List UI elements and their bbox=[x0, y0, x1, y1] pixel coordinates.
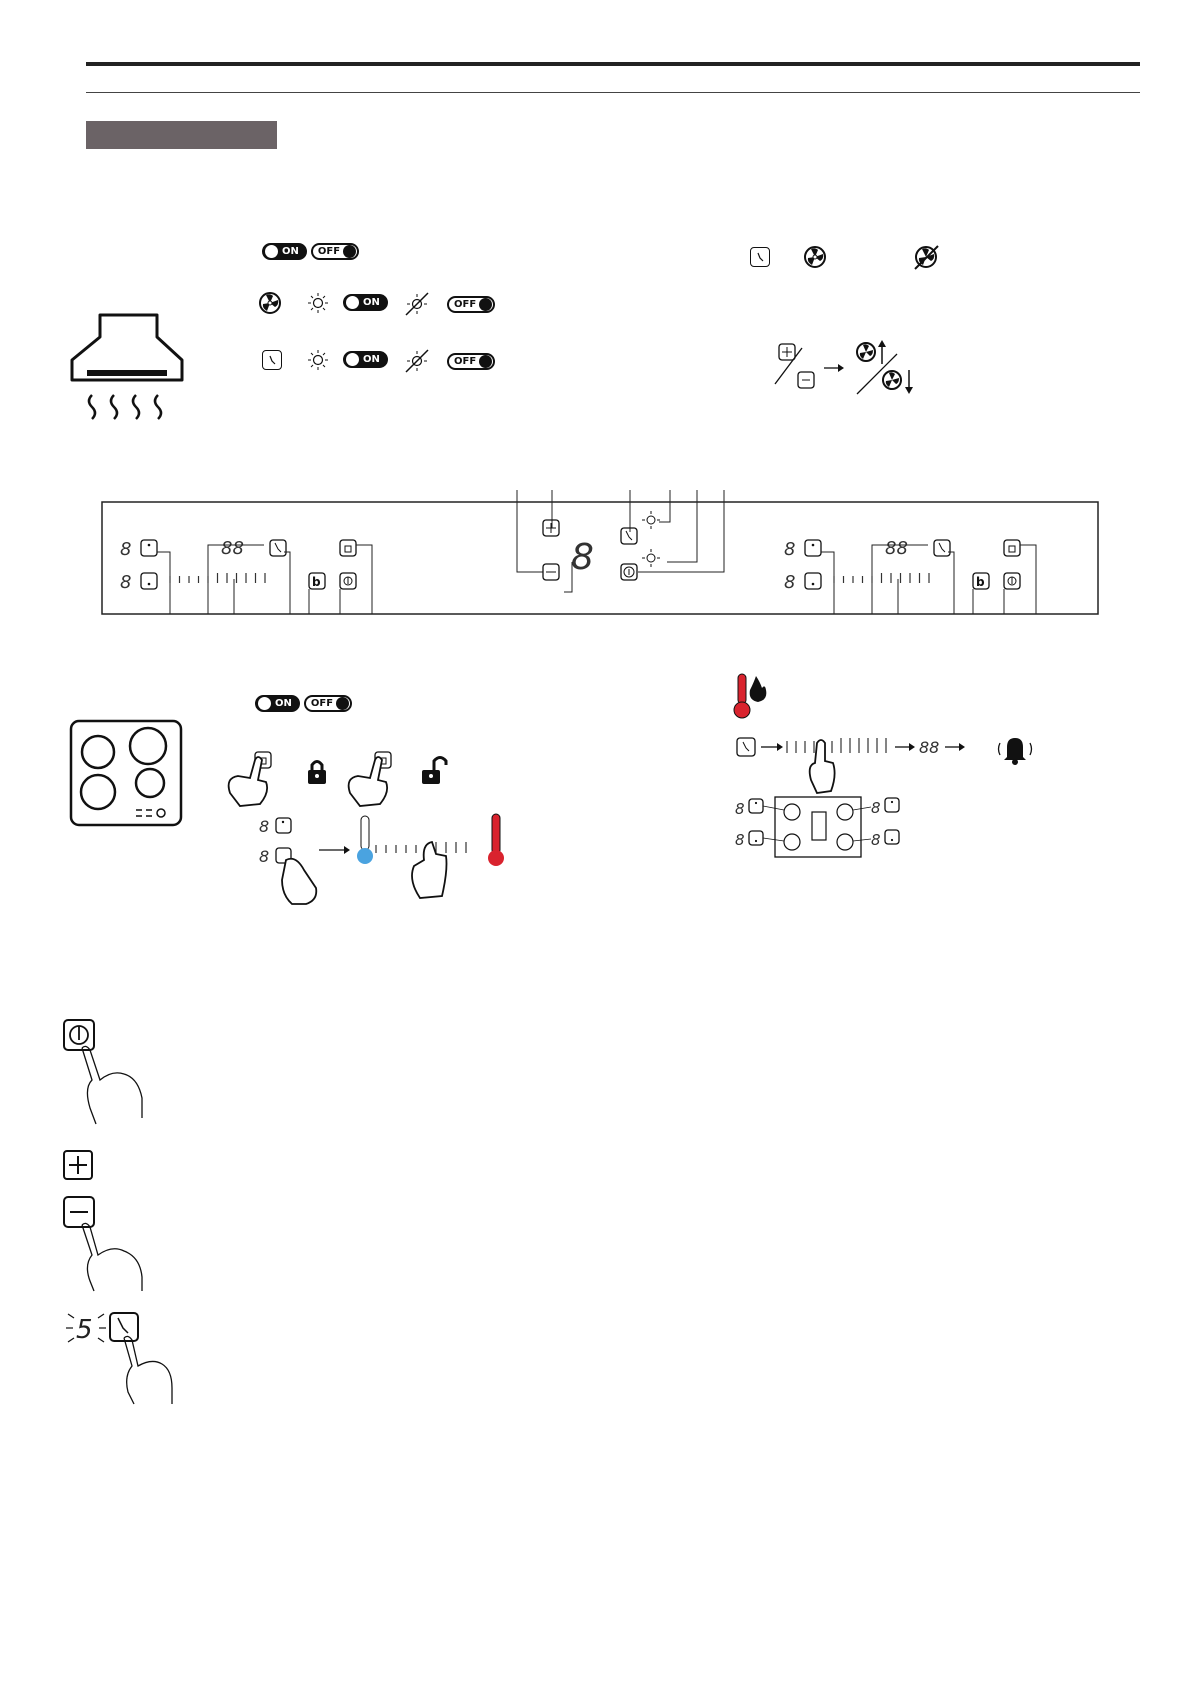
hot-thermometer bbox=[488, 814, 504, 866]
fan-icon bbox=[258, 291, 282, 315]
svg-text:b: b bbox=[312, 575, 321, 589]
on-toggle: ON bbox=[343, 294, 388, 314]
clock-icon bbox=[262, 350, 282, 370]
fan-speed-diagram bbox=[772, 338, 932, 398]
zone-digit: 8 bbox=[871, 799, 881, 817]
zone-digit: 8 bbox=[735, 831, 745, 849]
zone-digit: 8 bbox=[735, 800, 745, 818]
zone-layout-diagram bbox=[735, 795, 915, 861]
top-rule-thin bbox=[86, 92, 1140, 93]
timer-flow-diagram bbox=[735, 735, 1035, 795]
lock-icon bbox=[308, 762, 326, 785]
light-icon bbox=[307, 349, 329, 371]
on-toggle: ON bbox=[255, 695, 300, 712]
off-toggle: OFF bbox=[447, 351, 495, 370]
zone-digit: 8 bbox=[871, 831, 881, 849]
light-off-icon bbox=[404, 348, 430, 374]
hob-illustration bbox=[68, 718, 184, 828]
center-digit: 8 bbox=[571, 537, 594, 578]
zone-digit: 8 bbox=[784, 539, 796, 560]
zone-digit: 8 bbox=[120, 539, 132, 560]
bell-icon bbox=[999, 738, 1032, 765]
timer-display: 88 bbox=[885, 538, 908, 559]
power-key-step bbox=[62, 1018, 152, 1128]
off-toggle: OFF bbox=[311, 243, 359, 260]
timer-display: 88 bbox=[919, 738, 940, 757]
hood-power-toggle bbox=[262, 243, 359, 260]
zone-digit: 8 bbox=[784, 572, 796, 593]
unlock-icon bbox=[422, 758, 446, 785]
blinking-digit: 5 bbox=[76, 1315, 93, 1345]
off-toggle: OFF bbox=[304, 695, 352, 712]
fan-off-icon bbox=[912, 243, 940, 271]
residual-heat-icon bbox=[732, 672, 772, 720]
on-toggle: ON bbox=[343, 351, 388, 371]
range-hood-illustration bbox=[62, 305, 192, 425]
section-tag bbox=[86, 121, 277, 149]
minus-key-step bbox=[62, 1195, 152, 1295]
plus-key bbox=[63, 1150, 93, 1180]
blinking-timer-step bbox=[62, 1308, 182, 1413]
temperature-slider-diagram bbox=[256, 800, 516, 910]
zone-digit: 8 bbox=[259, 817, 270, 836]
on-toggle: ON bbox=[262, 243, 307, 260]
zone-digit: 8 bbox=[120, 572, 132, 593]
top-rule bbox=[86, 62, 1140, 66]
light-off-icon bbox=[404, 291, 430, 317]
cold-thermometer bbox=[357, 816, 373, 864]
light-icon bbox=[307, 292, 329, 314]
timer-display: 88 bbox=[221, 538, 244, 559]
svg-text:b: b bbox=[976, 575, 985, 589]
clock-icon bbox=[750, 247, 770, 267]
hob-power-toggle bbox=[255, 695, 352, 712]
fan-icon bbox=[803, 245, 827, 269]
zone-digit: 8 bbox=[259, 847, 270, 866]
control-panel-diagram bbox=[94, 490, 1114, 630]
off-toggle: OFF bbox=[447, 294, 495, 313]
